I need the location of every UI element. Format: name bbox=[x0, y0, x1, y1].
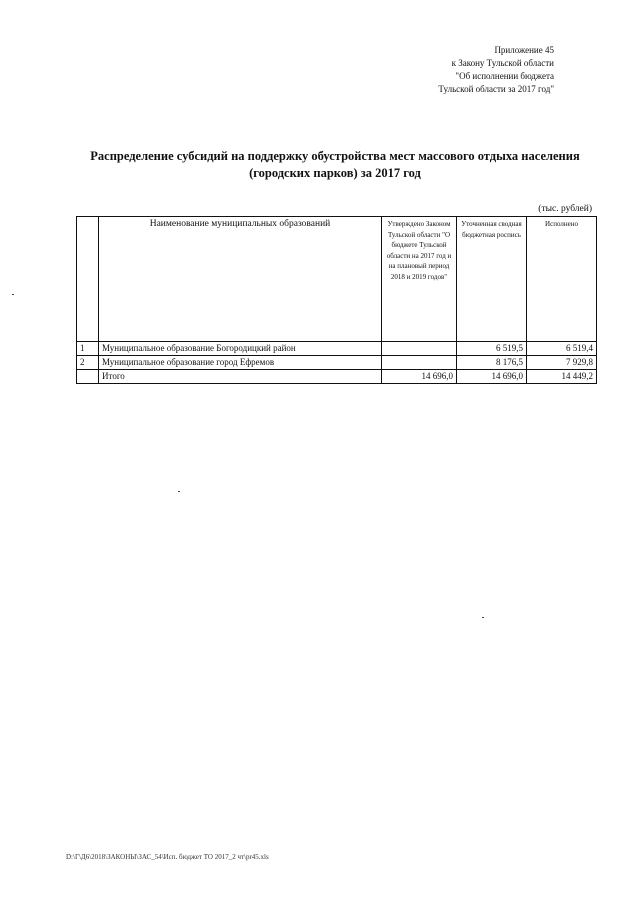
row-refined: 8 176,5 bbox=[457, 356, 527, 370]
row-refined: 6 519,5 bbox=[457, 342, 527, 356]
appendix-line-3: "Об исполнении бюджета bbox=[455, 71, 554, 81]
table-total-row bbox=[77, 370, 597, 384]
row-executed: 6 519,4 bbox=[527, 342, 597, 356]
row-index: 1 bbox=[77, 342, 99, 356]
table-row bbox=[77, 342, 597, 356]
scan-speck bbox=[482, 617, 484, 618]
header-refined: Уточненная сводная бюджетная роспись bbox=[457, 217, 527, 342]
header-executed: Исполнено bbox=[527, 217, 597, 342]
row-approved bbox=[382, 356, 457, 370]
scan-speck bbox=[12, 294, 14, 295]
header-index bbox=[77, 217, 99, 342]
title-line-1: Распределение субсидий на поддержку обустройства мест массового отдыха населения bbox=[90, 149, 580, 163]
total-refined: 14 696,0 bbox=[457, 370, 527, 384]
row-name: Муниципальное образование город Ефремов bbox=[99, 356, 382, 370]
row-name: Муниципальное образование Богородицкий район bbox=[99, 342, 382, 356]
table-row bbox=[77, 356, 597, 370]
file-path-footer: D:\Г\Д6\2018\ЗАКОНЫ\ЗАС_54\Исп. бюджет ТО 2017_2 чт\pr45.xls bbox=[66, 853, 269, 861]
row-executed: 7 929,8 bbox=[527, 356, 597, 370]
header-name: Наименование муниципальных образований bbox=[99, 217, 382, 342]
header-approved: Утверждено Законом Тульской области "О бюджете Тульской области на 2017 год и на плановый период 2018 и 2019 годов" bbox=[382, 217, 457, 342]
total-executed: 14 449,2 bbox=[527, 370, 597, 384]
total-approved: 14 696,0 bbox=[382, 370, 457, 384]
units-label: (тыс. рублей) bbox=[538, 204, 592, 214]
total-name: Итого bbox=[99, 370, 382, 384]
title-line-2: (городских парков) за 2017 год bbox=[249, 166, 421, 180]
appendix-line-1: Приложение 45 bbox=[494, 45, 554, 55]
table-header-row bbox=[77, 217, 597, 342]
appendix-line-2: к Закону Тульской области bbox=[451, 58, 554, 68]
appendix-header bbox=[334, 44, 554, 96]
document-title bbox=[60, 148, 610, 182]
row-approved bbox=[382, 342, 457, 356]
appendix-line-4: Тульской области за 2017 год" bbox=[438, 84, 554, 94]
row-index: 2 bbox=[77, 356, 99, 370]
scan-speck bbox=[178, 491, 180, 492]
subsidy-table bbox=[76, 216, 597, 384]
total-index bbox=[77, 370, 99, 384]
